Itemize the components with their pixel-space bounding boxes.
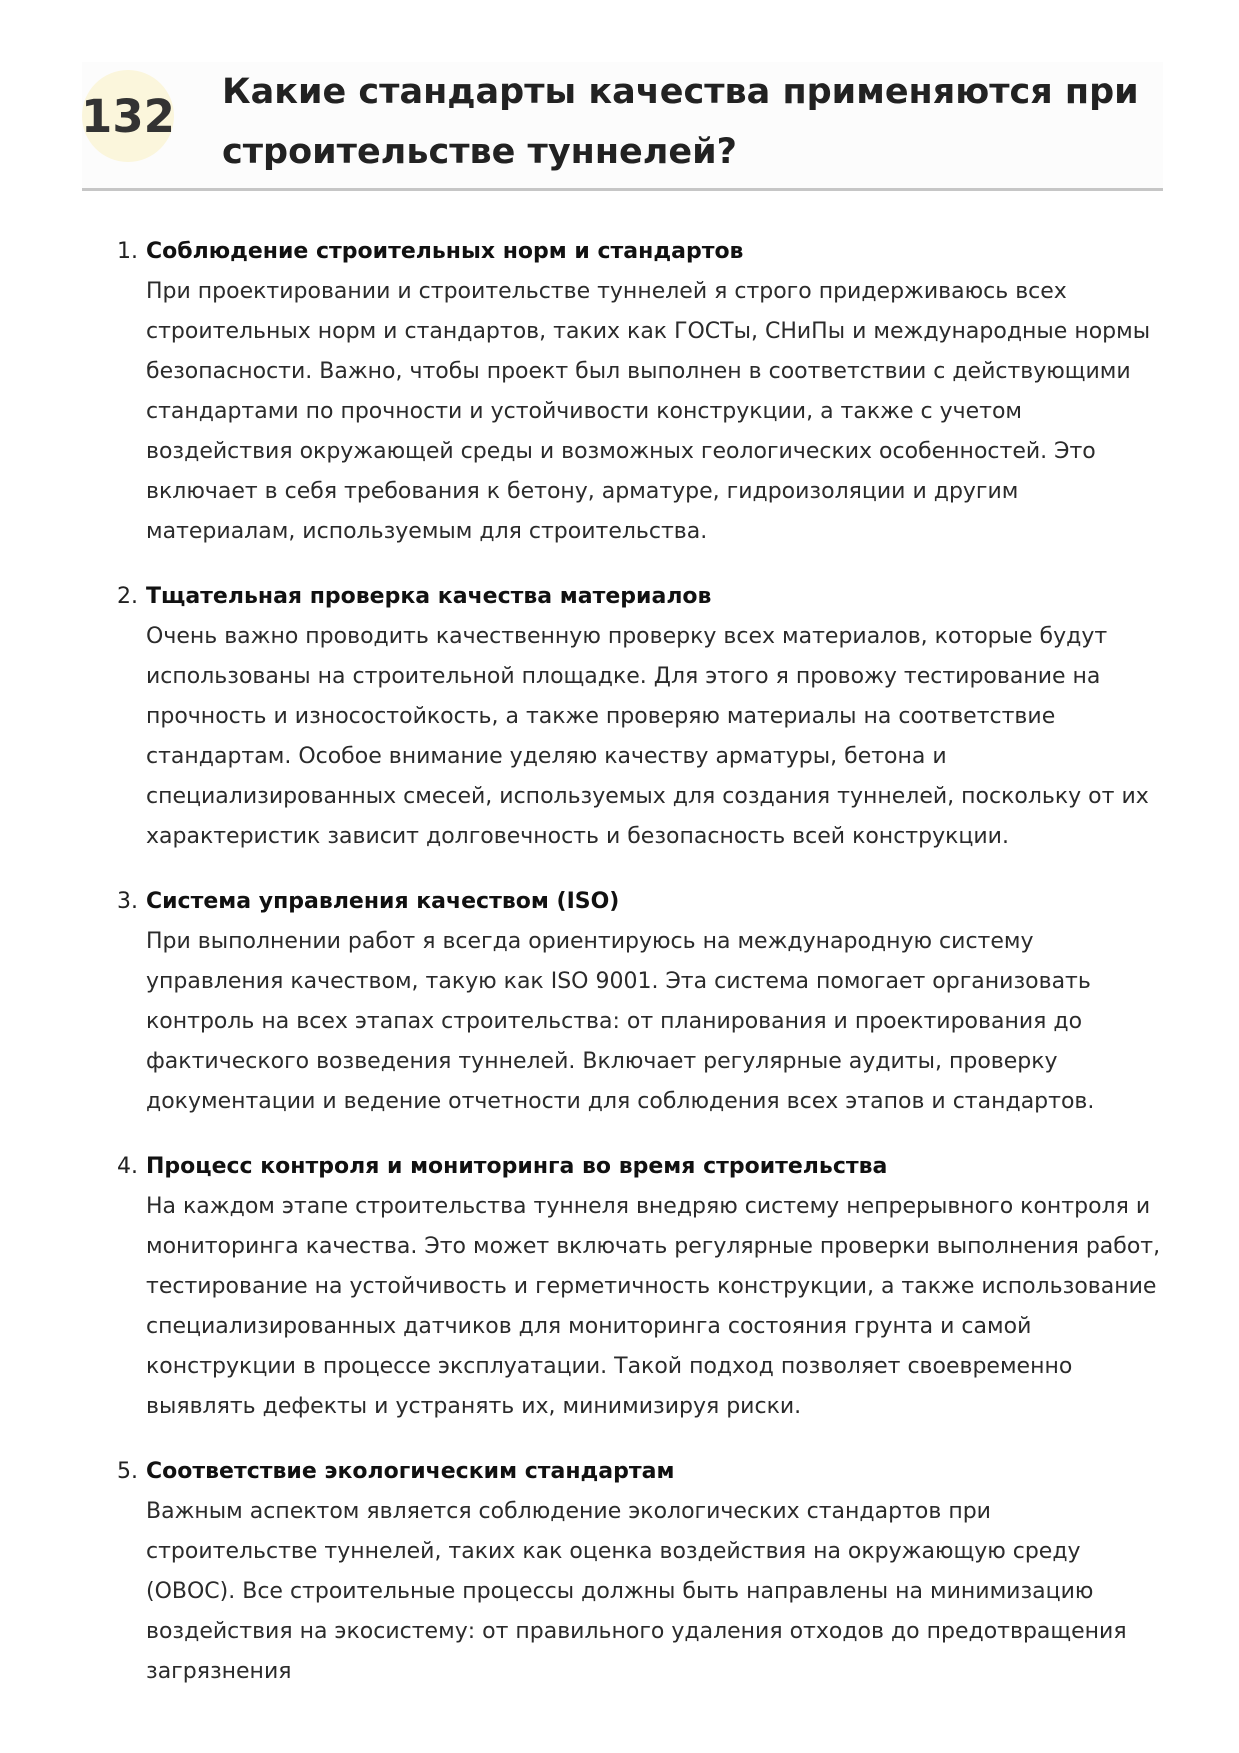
item-number: 3. [117, 889, 138, 914]
item-heading: Соответствие экологическим стандартам [146, 1459, 675, 1484]
item-heading: Тщательная проверка качества материалов [146, 584, 712, 609]
list-item [82, 577, 1167, 857]
item-number: 2. [117, 584, 138, 609]
item-heading: Соблюдение строительных норм и стандартов [146, 239, 744, 264]
numbered-list [82, 232, 1167, 1692]
list-item [82, 1147, 1167, 1427]
page-title: Какие стандарты качества применяются при строительстве туннелей? [222, 72, 1139, 172]
item-number: 4. [117, 1154, 138, 1179]
item-number: 1. [117, 239, 138, 264]
content-area [82, 232, 1167, 1717]
item-heading: Процесс контроля и мониторинга во время строительства [146, 1154, 888, 1179]
item-body: При выполнении работ я всегда ориентируюсь на международную систему управления качеством, такую как ISO 9001. Эта система помогает организовать контроль на всех этапах строительства: от планирования и проектирования до фактического возведения туннелей. Включает регулярные аудиты, проверку документации и ведение отчетности для соблюдения всех этапов и стандартов. [146, 929, 1095, 1114]
list-item [82, 882, 1167, 1122]
item-number: 5. [117, 1459, 138, 1484]
item-body: Очень важно проводить качественную проверку всех материалов, которые будут использованы на строительной площадке. Для этого я провожу тестирование на прочность и износостойкость, а также проверяю материалы на соответствие стандартам. Особое внимание уделяю качеству арматуры, бетона и специализированных смесей, используемых для создания туннелей, поскольку от их характеристик зависит долговечность и безопасность всей конструкции. [146, 624, 1149, 849]
item-heading: Система управления качеством (ISO) [146, 889, 620, 914]
item-body: Важным аспектом является соблюдение экологических стандартов при строительстве туннелей, таких как оценка воздействия на окружающую среду (ОВОС). Все строительные процессы должны быть направлены на минимизацию воздействия на экосистему: от правильного удаления отходов до предотвращения загрязнения [146, 1499, 1127, 1684]
list-item [82, 1452, 1167, 1692]
page-number-badge: 132 [82, 70, 174, 162]
item-body: При проектировании и строительстве туннелей я строго придерживаюсь всех строительных норм и стандартов, таких как ГОСТы, СНиПы и международные нормы безопасности. Важно, чтобы проект был выполнен в соответствии с действующими стандартами по прочности и устойчивости конструкции, а также с учетом воздействия окружающей среды и возможных геологических особенностей. Это включает в себя требования к бетону, арматуре, гидроизоляции и другим материалам, используемым для строительства. [146, 279, 1151, 544]
list-item [82, 232, 1167, 552]
item-body: На каждом этапе строительства туннеля внедряю систему непрерывного контроля и мониторинга качества. Это может включать регулярные проверки выполнения работ, тестирование на устойчивость и герметичность конструкции, а также использование специализированных датчиков для мониторинга состояния грунта и самой конструкции в процессе эксплуатации. Такой подход позволяет своевременно выявлять дефекты и устранять их, минимизируя риски. [146, 1194, 1161, 1419]
page-header [82, 62, 1163, 191]
